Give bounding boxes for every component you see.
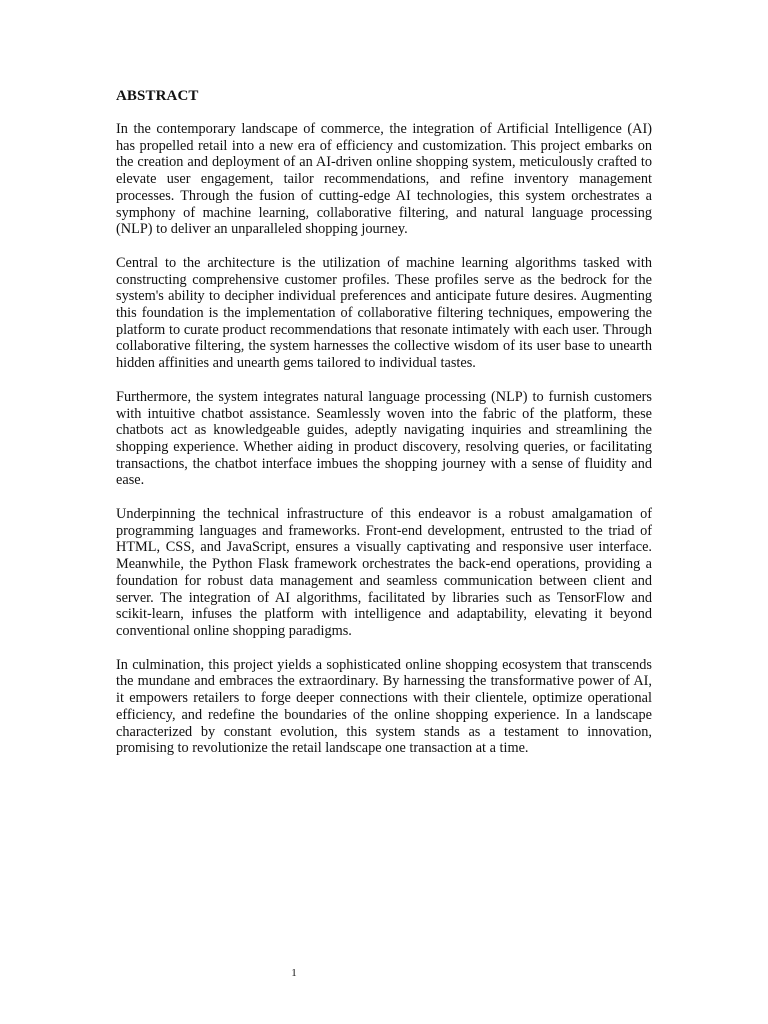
paragraph-5: In culmination, this project yields a sophisticated online shopping ecosystem that transcends the mundane and embraces the extraordinary. By harnessing the transformative power of AI, it empowers retailers to forge deeper connections with their clientele, optimize operational efficiency, and redefine the boundaries of the online shopping experience. In a landscape characterized by constant evolution, this system stands as a testament to innovation, promising to revolutionize the retail landscape one transaction at a time. xyxy=(116,656,652,757)
paragraph-2: Central to the architecture is the utilization of machine learning algorithms tasked with constructing comprehensive customer profiles. These profiles serve as the bedrock for the system's ability to decipher individual preferences and anticipate future desires. Augmenting this foundation is the implementation of collaborative filtering techniques, empowering the platform to curate product recommendations that resonate intimately with each user. Through collaborative filtering, the system harnesses the collective wisdom of its user base to unearth hidden affinities and unearth gems tailored to individual tastes. xyxy=(116,254,652,372)
paragraph-1: In the contemporary landscape of commerce, the integration of Artificial Intelligence (AI) has propelled retail into a new era of efficiency and customization. This project embarks on the creation and deployment of an AI-driven online shopping system, meticulously crafted to elevate user engagement, tailor recommendations, and refine inventory management processes. Through the fusion of cutting-edge AI technologies, this system orchestrates a symphony of machine learning, collaborative filtering, and natural language processing (NLP) to deliver an unparalleled shopping journey. xyxy=(116,121,652,238)
document-body xyxy=(116,86,652,774)
page-number: 1 xyxy=(291,967,297,979)
abstract-heading: ABSTRACT xyxy=(116,88,199,104)
paragraph-3: Furthermore, the system integrates natural language processing (NLP) to furnish customers with intuitive chatbot assistance. Seamlessly woven into the fabric of the platform, these chatbots act as knowledgeable guides, adeptly navigating inquiries and streamlining the shopping experience. Whether aiding in product discovery, resolving queries, or facilitating transactions, the chatbot interface imbues the shopping journey with a sense of fluidity and ease. xyxy=(116,388,652,489)
paragraph-4: Underpinning the technical infrastructure of this endeavor is a robust amalgamation of programming languages and frameworks. Front-end development, entrusted to the triad of HTML, CSS, and JavaScript, ensures a visually captivating and responsive user interface. Meanwhile, the Python Flask framework orchestrates the back-end operations, providing a foundation for robust data management and seamless communication between client and server. The integration of AI algorithms, facilitated by libraries such as TensorFlow and scikit-learn, infuses the platform with intelligence and adaptability, elevating it beyond conventional online shopping paradigms. xyxy=(116,506,652,639)
